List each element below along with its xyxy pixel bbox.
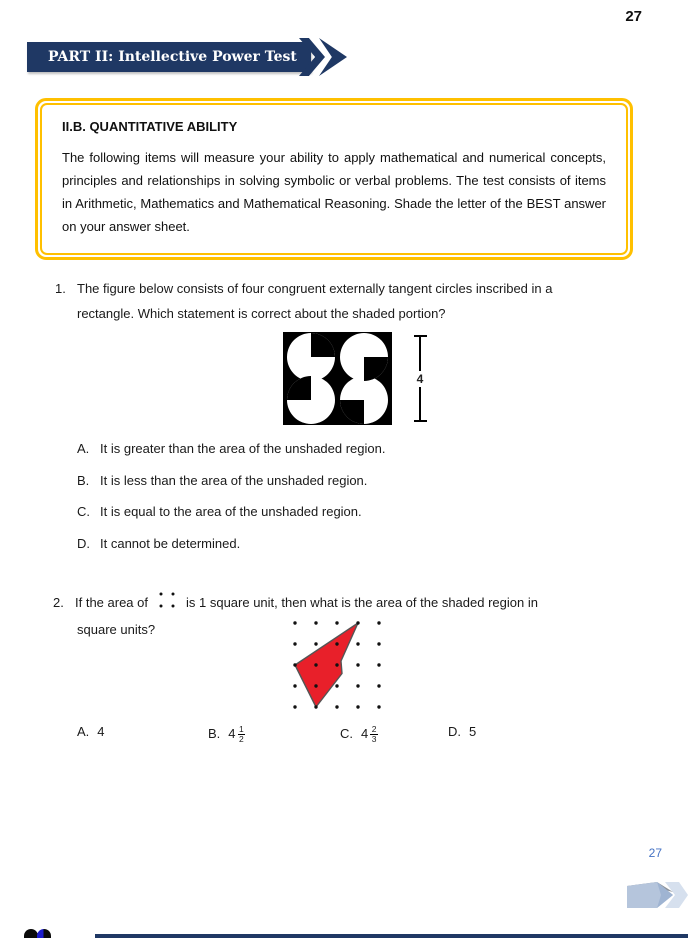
option-2c-denominator: 3: [371, 733, 377, 744]
question-2-options: [77, 724, 577, 748]
question-2-text-before: If the area of: [75, 594, 148, 610]
question-2-text-after: is 1 square unit, then what is the area of the shaded region in: [186, 594, 538, 610]
part-banner-title: PART II: Intellective Power Test: [27, 42, 311, 72]
option-1c: [77, 504, 385, 517]
option-2c-numerator: 2: [371, 724, 377, 734]
option-1c-letter: C.: [77, 504, 90, 519]
option-2b-denominator: 2: [239, 733, 244, 744]
question-2-text-line2: square units?: [77, 622, 156, 637]
dot-grid-shaded-region-figure: [290, 619, 390, 717]
question-1-text: The figure below consists of four congruent externally tangent circles inscribed in a rectangle. Which statement is correct about the shaded portion?: [77, 281, 553, 321]
footer-bar: [95, 934, 688, 938]
dimension-line-lower: [419, 387, 421, 421]
corner-arrow-decoration-icon: [613, 878, 688, 912]
dimension-label: 4: [416, 371, 424, 386]
option-1c-text: It is equal to the area of the unshaded region.: [100, 504, 362, 519]
instructions-box-inner: [40, 103, 628, 255]
option-2c-fraction: [370, 725, 378, 744]
question-1-options: [77, 441, 385, 567]
option-1d: [77, 536, 385, 549]
question-1-number: 1.: [55, 281, 66, 296]
option-2b: [208, 724, 245, 743]
page-number-top: 27: [625, 8, 642, 25]
logo-fragment-icon: [24, 929, 51, 938]
dimension-indicator: [413, 335, 427, 422]
option-1b-letter: B.: [77, 472, 90, 488]
question-1-figure: [283, 332, 392, 430]
option-2a-value: 4: [97, 724, 105, 739]
section-instructions: The following items will measure your ability to apply mathematical and numerical concepts, principles and relationships in solving symbolic or verbal problems. The test consists of items in Arithmetic, Mathematics and Mathematical Reasoning. Shade the letter of the BEST answer on your answer sheet.: [62, 150, 606, 234]
dimension-line-upper: [419, 337, 421, 371]
page-number-bottom: 27: [648, 846, 662, 860]
option-1a: [77, 441, 385, 454]
option-1a-letter: A.: [77, 441, 90, 456]
part-banner: [27, 42, 311, 72]
logo-hump-left: [24, 929, 38, 938]
option-1b-text: It is less than the area of the unshaded region.: [100, 472, 368, 488]
option-1a-text: It is greater than the area of the unshaded region.: [100, 441, 386, 456]
logo-hump-right: [37, 929, 51, 938]
option-2a-letter: A.: [77, 724, 90, 739]
option-1d-letter: D.: [77, 535, 90, 551]
question-1: [55, 276, 589, 326]
option-2c: [340, 724, 378, 743]
question-2-figure: [290, 619, 390, 722]
option-2c-letter: C.: [340, 725, 353, 741]
option-1d-text: It cannot be determined.: [100, 535, 241, 551]
option-2d-letter: D.: [448, 724, 461, 739]
option-2c-whole: 4: [361, 725, 369, 741]
option-1b: [77, 473, 385, 486]
question-2-number: 2.: [53, 594, 64, 610]
instructions-box: [35, 98, 633, 260]
option-2d-value: 5: [469, 724, 477, 739]
section-heading: II.B. QUANTITATIVE ABILITY: [62, 119, 238, 134]
option-2d: [448, 724, 476, 739]
dimension-cap-bottom: [414, 420, 427, 422]
option-2b-fraction: [238, 725, 246, 744]
option-2b-letter: B.: [208, 725, 221, 741]
option-2a: [77, 724, 105, 739]
unit-square-dots-icon: [157, 590, 177, 610]
circles-in-rectangle-figure: [283, 332, 392, 425]
option-2b-whole: 4: [228, 725, 236, 741]
option-2b-numerator: 1: [239, 724, 244, 734]
